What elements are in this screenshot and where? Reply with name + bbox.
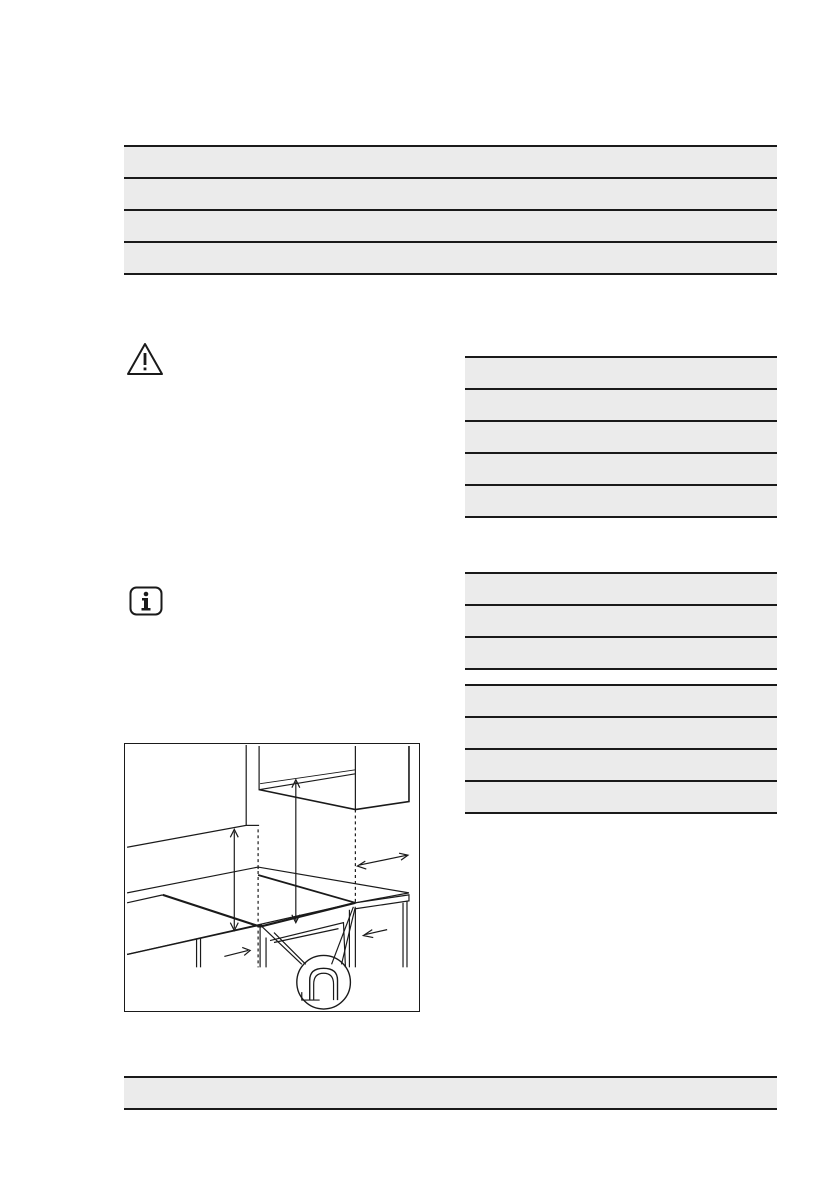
right-data-table-a xyxy=(465,356,777,518)
top-data-table xyxy=(124,145,777,275)
table-row xyxy=(465,574,777,606)
table-row xyxy=(124,211,777,243)
table-row xyxy=(465,454,777,486)
table-row xyxy=(465,686,777,718)
information-icon xyxy=(129,586,163,616)
warning-triangle-icon xyxy=(126,342,164,376)
hood-installation-diagram xyxy=(124,743,420,1012)
table-row xyxy=(465,606,777,638)
table-row xyxy=(465,782,777,814)
table-row xyxy=(465,390,777,422)
table-row xyxy=(124,1078,777,1110)
table-row xyxy=(124,179,777,211)
table-row xyxy=(465,358,777,390)
bottom-data-table xyxy=(124,1076,777,1110)
table-row xyxy=(465,750,777,782)
table-row xyxy=(465,486,777,518)
right-data-table-c xyxy=(465,684,777,814)
right-data-table-b xyxy=(465,572,777,670)
table-row xyxy=(465,718,777,750)
table-row xyxy=(124,243,777,275)
table-row xyxy=(124,147,777,179)
table-row xyxy=(465,422,777,454)
table-row xyxy=(465,638,777,670)
